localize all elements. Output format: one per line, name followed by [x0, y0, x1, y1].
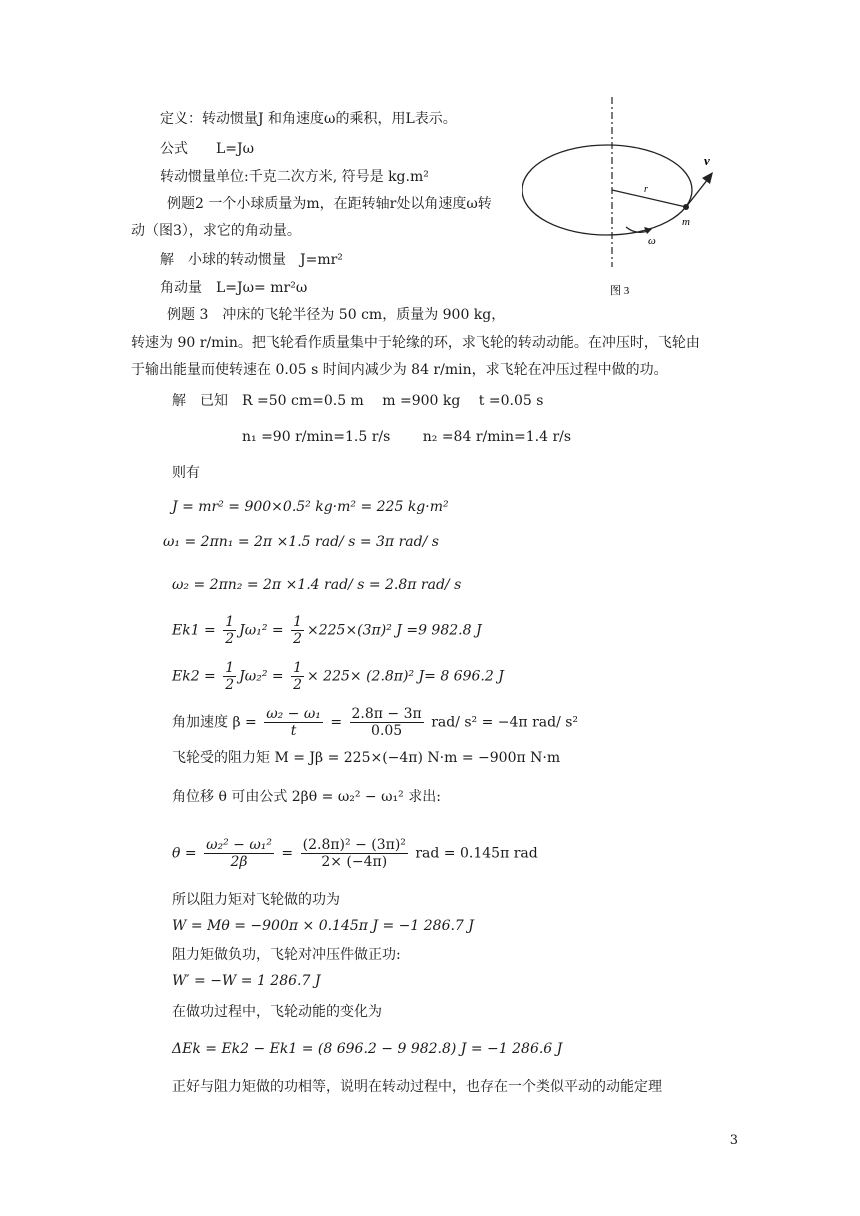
unit-line: 转动惯量单位:千克二次方米, 符号是 kg.m² [160, 169, 429, 185]
ek2-frac-b [291, 660, 304, 693]
theta-frac-a-num: ω₂² − ω₁² [206, 837, 272, 853]
figure-3 [522, 95, 742, 300]
definition-line: 定义：转动惯量J 和角速度ω的乘积，用L表示。 [160, 111, 457, 127]
ek2-frac-a-num: 1 [225, 660, 235, 676]
beta-frac-a-den: t [290, 723, 297, 739]
conclusion-line: 正好与阻力矩做的功相等，说明在转动过程中，也存在一个类似平动的动能定理 [172, 1079, 662, 1095]
ek1-frac-b-den: 2 [293, 631, 302, 647]
eq-work: W = Mθ = −900π × 0.145π J = −1 286.7 J [172, 918, 474, 934]
ek1-frac-a-num: 1 [225, 614, 235, 630]
eq-torque: 飞轮受的阻力矩 M = Jβ = 225×(−4π) N·m = −900π N·m [172, 750, 561, 766]
rotation-diagram [522, 95, 742, 300]
theta-frac-b-num: (2.8π)² − (3π)² [302, 837, 406, 853]
eq-omega2: ω₂ = 2πn₂ = 2π ×1.4 rad/ s = 2.8π rad/ s [172, 577, 462, 593]
known-line1: 解 已知 R =50 cm=0.5 m m =900 kg t =0.05 s [172, 393, 544, 409]
orbit-ellipse [522, 145, 692, 235]
eq-ek1: Ek1 = $\frac{1}{2}$ Jω₁² = $\frac{1}{2}$ ×225×(3π)² J =9 982.8 J [172, 614, 482, 647]
ek2-frac-a-den: 2 [225, 677, 235, 693]
velocity-vector [686, 179, 708, 207]
ek2-frac-a [223, 660, 236, 693]
theta-frac-a [204, 837, 274, 870]
theta-lhs: θ = [172, 845, 197, 862]
page-number: 3 [729, 1133, 738, 1148]
example2-line1: 例题2 一个小球质量为m，在距转轴r处以角速度ω转 [167, 196, 492, 212]
beta-frac-a [264, 706, 323, 739]
eq-angular-acceleration: 角加速度 β = $\frac{\text{ω₂ − ω₁}}{t}$ = $\frac{2.8\pi - 3\pi}{0.05}$ rad/ s² = −4π rad/ s² [172, 706, 579, 739]
theta-frac-b [301, 837, 408, 870]
ek1-rhs: ×225×(3π)² J =9 982.8 J [307, 622, 482, 639]
beta-frac-a-num: ω₂ − ω₁ [266, 706, 321, 722]
example2-line2: 动（图3），求它的角动量。 [131, 223, 301, 239]
beta-rhs: rad/ s² = −4π rad/ s² [431, 714, 579, 731]
known-line2: n₁ =90 r/min=1.5 r/s n₂ =84 r/min=1.4 r/s [242, 429, 572, 445]
eq-ek2: Ek2 = $\frac{1}{2}$ Jω₂² = $\frac{1}{2}$ × 225× (2.8π)² J= 8 696.2 J [172, 660, 504, 693]
ek1-J: J [239, 622, 245, 639]
ek1-frac-b [291, 614, 304, 647]
beta-lhs: 角加速度 β = [172, 714, 257, 731]
label-r: r [644, 184, 648, 195]
beta-frac-b-den: 0.05 [371, 723, 403, 739]
eq-omega1: ω₁ = 2πn₁ = 2π ×1.5 rad/ s = 3π rad/ s [163, 534, 439, 550]
formula-line: 公式 L=Jω [160, 141, 255, 157]
ek1-frac-a [223, 614, 236, 647]
ek1-w1sq: ω₁² [244, 622, 268, 639]
beta-frac-b [350, 706, 424, 739]
theta-rhs: rad = 0.145π rad [415, 845, 538, 862]
eq-theta: θ = $\frac{\text{ω₂² − ω₁²}}{2\beta}$ = $\frac{\text{(2.8π)² − (3π)²}}{2\times (-4\pi)}$ rad = 0.145π rad [172, 837, 538, 870]
ek2-lhs: Ek2 = [172, 668, 216, 685]
ek2-w2sq: ω₂² [244, 668, 268, 685]
negative-work-line: 阻力矩做负功，飞轮对冲压件做正功: [172, 947, 401, 963]
eq-work-prime: W′ = −W = 1 286.7 J [172, 973, 321, 989]
theta-frac-b-den: 2× (−4π) [321, 854, 388, 870]
label-omega: ω [648, 235, 656, 247]
label-m: m [682, 216, 690, 228]
label-v: v [704, 153, 710, 168]
ek2-frac-b-num: 1 [293, 660, 302, 676]
solution-line1: 解 小球的转动惯量 J=mr² [160, 252, 343, 268]
work-intro-line: 所以阻力矩对飞轮做的功为 [172, 892, 340, 908]
angular-displacement-line: 角位移 θ 可由公式 2βθ = ω₂² − ω₁² 求出: [172, 789, 441, 805]
eq-moment-of-inertia: J = mr² = 900×0.5² kg·m² = 225 kg·m² [172, 499, 449, 515]
radius-line [612, 190, 686, 207]
ke-change-line: 在做功过程中，飞轮动能的变化为 [172, 1004, 382, 1020]
example3-line3: 于输出能量而使转速在 0.05 s 时间内减少为 84 r/min，求飞轮在冲压过程中做的功。 [131, 362, 668, 378]
ek2-frac-b-den: 2 [293, 677, 302, 693]
ek2-rhs: × 225× (2.8π)² J= 8 696.2 J [307, 668, 504, 685]
ek1-lhs: Ek1 = [172, 622, 216, 639]
beta-frac-b-num: 2.8π − 3π [351, 706, 422, 722]
ek1-frac-b-num: 1 [293, 614, 302, 630]
theta-frac-a-den: 2β [230, 854, 248, 870]
example3-line2: 转速为 90 r/min。把飞轮看作质量集中于轮缘的环，求飞轮的转动动能。在冲压时，飞轮由 [131, 335, 700, 351]
figure-caption: 图 3 [610, 285, 630, 297]
solution-line2: 角动量 L=Jω= mr²ω [160, 280, 308, 296]
velocity-arrowhead [702, 172, 713, 184]
ek2-J: J [239, 668, 245, 685]
eq-delta-ek: ΔEk = Ek2 − Ek1 = (8 696.2 − 9 982.8) J = −1 286.6 J [172, 1041, 563, 1057]
then-line: 则有 [172, 465, 200, 481]
example3-line1: 例题 3 冲床的飞轮半径为 50 cm，质量为 900 kg， [167, 307, 506, 323]
ek1-frac-a-den: 2 [225, 631, 235, 647]
